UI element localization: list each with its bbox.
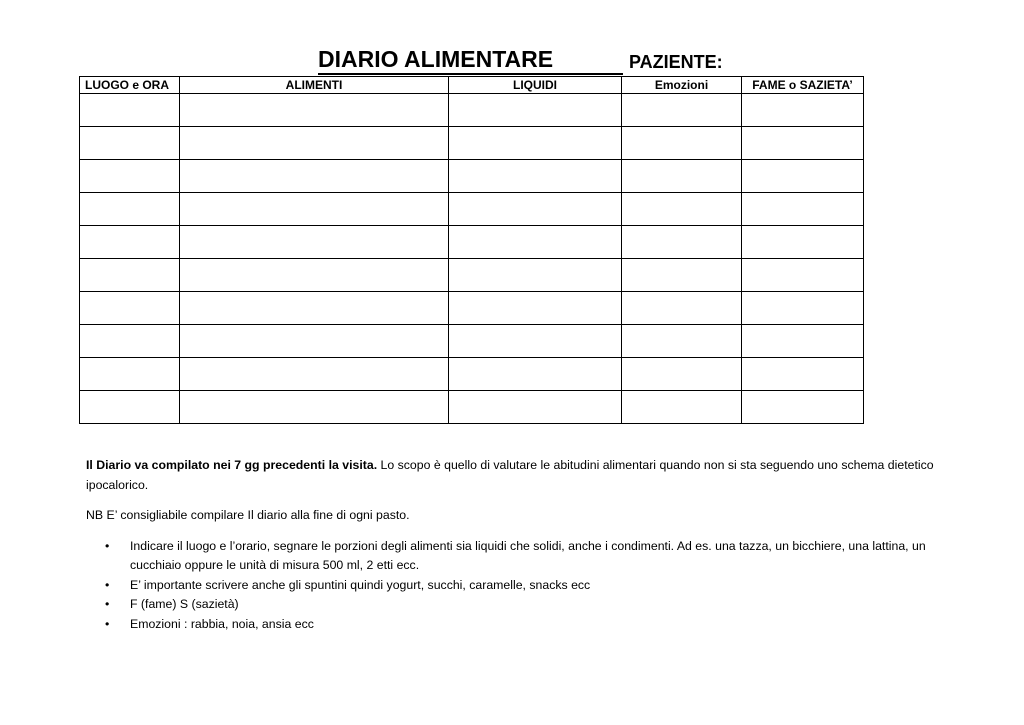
patient-label: PAZIENTE:	[629, 52, 723, 72]
intro-paragraph	[86, 456, 936, 495]
table-cell[interactable]	[180, 391, 449, 424]
column-header-luogo-ora: LUOGO e ORA	[80, 77, 180, 94]
list-item-text: Emozioni : rabbia, noia, ansia ecc	[130, 616, 314, 631]
bullet-icon: •	[105, 597, 110, 611]
table-cell[interactable]	[742, 94, 864, 127]
table-cell[interactable]	[622, 358, 742, 391]
table-cell[interactable]	[180, 127, 449, 160]
list-item-text: Indicare il luogo e l’orario, segnare le porzioni degli alimenti sia liquidi che solidi, anche i condimenti. Ad es. una tazza, un bicchiere, una lattina, un cucchiaio oppure le unità di misura 500 ml, 2 etti ecc.	[130, 538, 926, 572]
table-row	[80, 160, 864, 193]
table-cell[interactable]	[180, 94, 449, 127]
table-cell[interactable]	[180, 160, 449, 193]
food-diary-table	[79, 76, 864, 424]
table-cell[interactable]	[80, 259, 180, 292]
table-header-row	[80, 77, 864, 94]
table-cell[interactable]	[622, 127, 742, 160]
column-header-emozioni: Emozioni	[622, 77, 742, 94]
table-cell[interactable]	[622, 193, 742, 226]
table-cell[interactable]	[449, 325, 622, 358]
list-item-text: F (fame) S (sazietà)	[130, 597, 239, 611]
table-row	[80, 127, 864, 160]
table-cell[interactable]	[449, 259, 622, 292]
table-cell[interactable]	[742, 358, 864, 391]
table-row	[80, 391, 864, 424]
table-cell[interactable]	[449, 94, 622, 127]
table-cell[interactable]	[742, 259, 864, 292]
table-cell[interactable]	[80, 391, 180, 424]
table-cell[interactable]	[180, 292, 449, 325]
table-cell[interactable]	[80, 193, 180, 226]
intro-bold-text: Il Diario va compilato nei 7 gg precedenti la visita.	[86, 458, 378, 472]
table-body	[80, 94, 864, 424]
table-cell[interactable]	[742, 226, 864, 259]
column-header-fame-sazieta: FAME o SAZIETA’	[742, 77, 864, 94]
table-cell[interactable]	[80, 127, 180, 160]
bullet-icon: •	[105, 538, 110, 553]
table-cell[interactable]	[80, 160, 180, 193]
table-cell[interactable]	[80, 325, 180, 358]
table-cell[interactable]	[622, 391, 742, 424]
table-cell[interactable]	[622, 160, 742, 193]
table-cell[interactable]	[449, 292, 622, 325]
list-item	[86, 615, 936, 635]
list-item-text: E’ importante scrivere anche gli spuntini quindi yogurt, succhi, caramelle, snacks ecc	[130, 577, 591, 592]
table-row	[80, 259, 864, 292]
bullet-icon: •	[105, 616, 110, 631]
page-title: DIARIO ALIMENTARE	[318, 46, 554, 72]
table-cell[interactable]	[622, 226, 742, 259]
table-cell[interactable]	[180, 226, 449, 259]
title-underline	[318, 73, 623, 75]
title-row	[0, 44, 1024, 76]
intro-text: Lo scopo è quello di valutare le abitudini alimentari quando non si sta seguendo uno schema dietetico ipocalorico.	[86, 458, 934, 492]
table-cell[interactable]	[449, 226, 622, 259]
table-row	[80, 193, 864, 226]
table-cell[interactable]	[622, 325, 742, 358]
table-cell[interactable]	[449, 127, 622, 160]
table-cell[interactable]	[449, 391, 622, 424]
list-item	[86, 595, 936, 615]
table-cell[interactable]	[80, 292, 180, 325]
table-cell[interactable]	[742, 292, 864, 325]
table-cell[interactable]	[449, 358, 622, 391]
table-cell[interactable]	[742, 391, 864, 424]
table-cell[interactable]	[449, 193, 622, 226]
table-cell[interactable]	[622, 94, 742, 127]
table-row	[80, 325, 864, 358]
table-row	[80, 94, 864, 127]
bullet-icon: •	[105, 577, 110, 592]
table-cell[interactable]	[180, 259, 449, 292]
list-item	[86, 537, 936, 576]
table-row	[80, 226, 864, 259]
table-cell[interactable]	[742, 127, 864, 160]
table-cell[interactable]	[80, 94, 180, 127]
table-row	[80, 292, 864, 325]
instructions	[86, 456, 936, 634]
table-cell[interactable]	[80, 226, 180, 259]
table-cell[interactable]	[449, 160, 622, 193]
table-cell[interactable]	[742, 193, 864, 226]
table-row	[80, 358, 864, 391]
column-header-alimenti: ALIMENTI	[180, 77, 449, 94]
table-cell[interactable]	[180, 325, 449, 358]
instructions-list	[86, 537, 936, 635]
table-cell[interactable]	[742, 325, 864, 358]
table-cell[interactable]	[80, 358, 180, 391]
table-cell[interactable]	[622, 292, 742, 325]
table-cell[interactable]	[622, 259, 742, 292]
list-item	[86, 576, 936, 596]
table-cell[interactable]	[180, 358, 449, 391]
table-cell[interactable]	[180, 193, 449, 226]
column-header-liquidi: LIQUIDI	[449, 77, 622, 94]
table-cell[interactable]	[742, 160, 864, 193]
nb-paragraph: NB E’ consigliabile compilare Il diario alla fine di ogni pasto.	[86, 508, 410, 522]
